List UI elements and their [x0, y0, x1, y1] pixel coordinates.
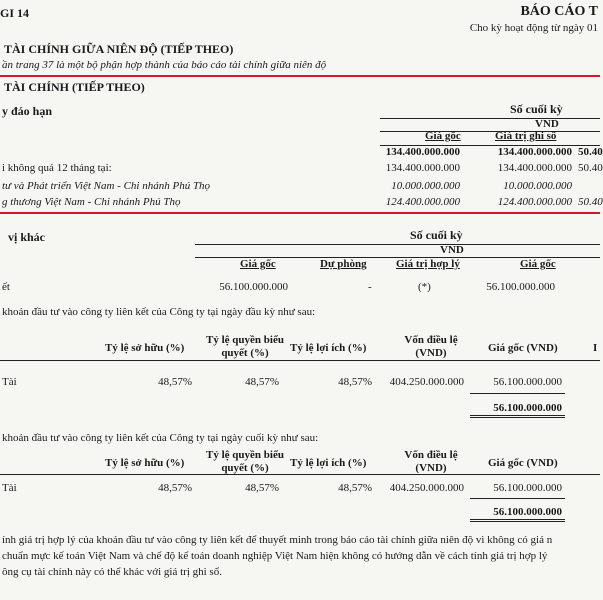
table2-col-cost: Giá gốc [240, 258, 276, 270]
table2-row-fair-value: (*) [418, 281, 431, 293]
table4-row-capital: 404.250.000.000 [389, 482, 464, 494]
table2-col-fair-value: Giá trị hợp lý [396, 258, 460, 270]
table1-col-cost: Giá gốc [425, 130, 461, 142]
table3-row-cost: 56.100.000.000 [493, 376, 562, 388]
table2-row-cost: 56.100.000.000 [219, 281, 288, 293]
table3-row-ownership: 48,57% [158, 376, 192, 388]
table4-col-voting: Tỷ lệ quyền biểu quyết (%) [206, 449, 284, 474]
page-header-left: GI 14 [0, 6, 30, 20]
table1-row-cost: 124.400.000.000 [385, 196, 460, 208]
table1-row-cost: 10.000.000.000 [391, 180, 460, 192]
table1-row-label: g thương Việt Nam - Chi nhánh Phú Thọ [2, 196, 181, 208]
table1-unit: VND [535, 118, 559, 130]
report-period: Cho kỳ hoạt động từ ngày 01 [469, 22, 598, 34]
table4-col-ownership: Tỷ lệ sở hữu (%) [105, 457, 185, 469]
red-divider-bottom [0, 212, 600, 214]
table4-header-rule [0, 474, 600, 475]
report-title: BÁO CÁO T [520, 4, 598, 19]
table1-period-rule [380, 118, 600, 119]
table4-row-ownership: 48,57% [158, 482, 192, 494]
table1-period: Số cuối kỳ [510, 102, 563, 116]
table3-total-double-rule [470, 415, 565, 418]
table4-total-double-rule [470, 519, 565, 522]
table3-col-capital: Vốn điều lệ (VND) [404, 334, 458, 359]
table2-row-cost-prior: 56.100.000.000 [486, 281, 555, 293]
table4-col-interest: Tỷ lệ lợi ích (%) [290, 457, 367, 469]
paragraph-opening: khoản đầu tư vào công ty liên kết của Công ty tại ngày đầu kỳ như sau: [2, 306, 316, 318]
table2-period: Số cuối kỳ [410, 228, 463, 242]
table2-col-cost-prior: Giá gốc [520, 258, 556, 270]
table2-row-provision: - [368, 281, 372, 293]
table1-total-book: 134.400.000.000 [497, 146, 572, 158]
table3-total-rule [470, 393, 565, 394]
section-subtitle: TÀI CHÍNH (TIẾP THEO) [4, 80, 145, 94]
table3-col-voting: Tỷ lệ quyền biểu quyết (%) [206, 334, 284, 359]
table4-col-cost: Giá gốc (VND) [488, 457, 558, 469]
table4-row-label: Tài [2, 482, 17, 494]
table3-row-interest: 48,57% [338, 376, 372, 388]
table4-row-cost: 56.100.000.000 [493, 482, 562, 494]
section-note: ần trang 37 là một bộ phận hợp thành của báo cáo tài chính giữa niên độ [2, 59, 327, 71]
table2-unit: VND [440, 244, 464, 256]
table1-total-cost: 134.400.000.000 [385, 146, 460, 158]
table3-col-cost: Giá gốc (VND) [488, 342, 558, 354]
table1-heading: y đáo hạn [2, 104, 53, 118]
table3-total: 56.100.000.000 [493, 402, 562, 414]
table1-unit-rule [380, 131, 600, 132]
table4-total: 56.100.000.000 [493, 506, 562, 518]
table2-heading: vị khác [8, 230, 46, 244]
table2-period-rule [195, 244, 600, 245]
table1-row-label: i không quá 12 tháng tại: [2, 162, 112, 174]
table3-row-voting: 48,57% [245, 376, 279, 388]
table4-col-capital: Vốn điều lệ (VND) [404, 449, 458, 474]
table1-row-label: tư và Phát triển Việt Nam - Chi nhánh Phú Thọ [2, 180, 211, 192]
table3-col-interest: Tỷ lệ lợi ích (%) [290, 342, 367, 354]
table1-col-book: Giá trị ghi sổ [495, 130, 557, 142]
table2-col-provision: Dự phòng [320, 258, 367, 270]
table1-row-prior: 50.40 [578, 162, 603, 174]
paragraph-closing: khoản đầu tư vào công ty liên kết của Công ty tại ngày cuối kỳ như sau: [2, 432, 319, 444]
table1-row-book: 134.400.000.000 [497, 162, 572, 174]
table1-row-cost: 134.400.000.000 [385, 162, 460, 174]
table3-col-ownership: Tỷ lệ sở hữu (%) [105, 342, 185, 354]
table4-total-rule [470, 498, 565, 499]
table3-col-extra: I [593, 342, 598, 354]
table4-row-voting: 48,57% [245, 482, 279, 494]
table1-row-book: 124.400.000.000 [497, 196, 572, 208]
table3-row-label: Tài [2, 376, 17, 388]
footnote-line: chuẩn mực kế toán Việt Nam và chế độ kế toán doanh nghiệp Việt Nam hiện không có hướng dẫn về cách tính giá trị hợp lý [2, 550, 548, 562]
table4-row-interest: 48,57% [338, 482, 372, 494]
red-divider-top [0, 75, 600, 77]
table1-row-prior: 50.40 [578, 196, 603, 208]
section-title: TÀI CHÍNH GIỮA NIÊN ĐỘ (TIẾP THEO) [4, 42, 234, 56]
table2-row-label: ết [2, 281, 10, 293]
footnote-line: ính giá trị hợp lý của khoản đầu tư vào công ty liên kết để thuyết minh trong báo cáo tài chính giữa niên độ vì không có giá n [2, 534, 553, 546]
table1-total-prior: 50.40 [578, 146, 603, 158]
table3-row-capital: 404.250.000.000 [389, 376, 464, 388]
footnote-line: ông cụ tài chính này có thể khác với giá trị ghi sổ. [2, 566, 222, 578]
table3-header-rule [0, 360, 600, 361]
table1-row-book: 10.000.000.000 [503, 180, 572, 192]
